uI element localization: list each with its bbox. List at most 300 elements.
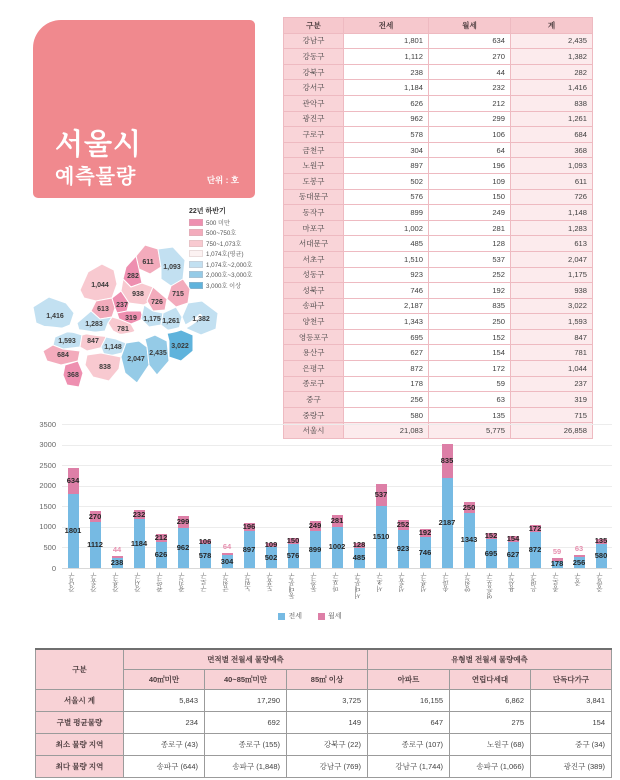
- district-value-label: 847: [87, 338, 99, 345]
- value-cell: 281: [429, 220, 511, 236]
- legend-label: 500~750호: [206, 230, 237, 237]
- value-cell: 172: [429, 361, 511, 377]
- row-header-cell: 서울시 계: [36, 690, 124, 712]
- value-cell: 938: [511, 283, 593, 299]
- value-cell: 6,862: [450, 690, 531, 712]
- district-name-cell: 동작구: [284, 205, 344, 221]
- value-cell: 1,593: [511, 314, 593, 330]
- value-cell: 304: [344, 142, 429, 158]
- district-value-label: 237: [116, 302, 128, 309]
- district-value-label: 282: [127, 273, 139, 280]
- x-axis-category-label: 중구: [575, 573, 582, 586]
- wolse-value-label: 250: [462, 502, 476, 512]
- table-row: [284, 220, 593, 236]
- value-cell: 212: [429, 95, 511, 111]
- table-row: [284, 283, 593, 299]
- chart-legend: [0, 611, 620, 621]
- wolse-value-label: 212: [154, 532, 168, 542]
- table-row: [284, 127, 593, 143]
- wolse-value-label: 270: [88, 511, 102, 521]
- gridline: [62, 465, 612, 466]
- value-cell: 299: [429, 111, 511, 127]
- value-cell: 3,022: [511, 298, 593, 314]
- value-cell: 106: [429, 127, 511, 143]
- column-header: 전세: [344, 18, 429, 34]
- wolse-value-label: 634: [66, 475, 80, 485]
- district-value-label: 684: [57, 352, 69, 359]
- table-row: [284, 142, 593, 158]
- unit-label: 단위 : 호: [206, 175, 239, 185]
- district-name-cell: 양천구: [284, 314, 344, 330]
- value-cell: 21,083: [344, 423, 429, 439]
- value-cell: 1,148: [511, 205, 593, 221]
- value-cell: 44: [429, 64, 511, 80]
- value-cell: 송파구 (1,848): [205, 756, 287, 778]
- legend-swatch: [189, 219, 203, 226]
- wolse-value-label: 154: [506, 534, 520, 544]
- summary-header-row-1: [36, 649, 612, 670]
- value-cell: 196: [429, 158, 511, 174]
- table-header-row: [284, 18, 593, 34]
- wolse-value-label: 59: [552, 547, 562, 557]
- jeonse-value-label: 2187: [438, 518, 456, 527]
- y-axis-tick-label: 1000: [39, 522, 56, 532]
- x-axis-category-label: 종로구: [553, 573, 560, 593]
- district-name-cell: 마포구: [284, 220, 344, 236]
- value-cell: 1,510: [344, 251, 429, 267]
- legend-swatch: [189, 229, 203, 236]
- table-row: [284, 64, 593, 80]
- value-cell: 847: [511, 329, 593, 345]
- value-cell: 485: [344, 236, 429, 252]
- table-row: [284, 49, 593, 65]
- value-cell: 627: [344, 345, 429, 361]
- value-cell: 17,290: [205, 690, 287, 712]
- value-cell: 5,843: [124, 690, 205, 712]
- legend-label: 월세: [328, 613, 342, 620]
- value-cell: 647: [368, 712, 450, 734]
- district-name-cell: 용산구: [284, 345, 344, 361]
- value-cell: 3,725: [287, 690, 368, 712]
- wolse-value-label: 150: [286, 536, 300, 546]
- district-name-cell: 중구: [284, 392, 344, 408]
- column-header: 계: [511, 18, 593, 34]
- x-axis-category-label: 서초구: [377, 573, 384, 593]
- x-axis-category-label: 노원구: [245, 573, 252, 593]
- legend-label: 500 미만: [206, 219, 230, 227]
- district-table-body: [284, 33, 593, 438]
- value-cell: 270: [429, 49, 511, 65]
- x-axis-category-label: 동대문구: [289, 573, 296, 599]
- y-axis-tick-label: 500: [43, 542, 56, 552]
- table-row: [284, 111, 593, 127]
- wolse-value-label: 109: [264, 540, 278, 550]
- value-cell: 1,801: [344, 33, 429, 49]
- value-cell: 835: [429, 298, 511, 314]
- district-value-label: 838: [99, 364, 111, 371]
- legend-label: 1,074호(평균): [206, 251, 244, 258]
- value-cell: 726: [511, 189, 593, 205]
- district-value-label: 368: [67, 372, 79, 379]
- wolse-value-label: 232: [132, 509, 146, 519]
- wolse-value-label: 152: [484, 531, 498, 541]
- jeonse-value-label: 626: [154, 550, 168, 560]
- x-axis-category-label: 은평구: [531, 573, 538, 593]
- x-axis-category-label: 강동구: [91, 573, 98, 593]
- district-value-label: 3,022: [171, 343, 189, 350]
- y-axis-tick-label: 2000: [39, 481, 56, 491]
- value-cell: 광진구 (389): [531, 756, 612, 778]
- y-axis-tick-label: 0: [51, 563, 56, 573]
- table-row: [36, 712, 612, 734]
- row-header-cell: 구별 평균물량: [36, 712, 124, 734]
- volume-bar-chart: [0, 415, 620, 633]
- district-value-label: 611: [142, 259, 154, 266]
- legend-label: 750~1,073호: [206, 240, 242, 248]
- x-axis-category-label: 도봉구: [267, 573, 274, 593]
- district-name-cell: 관악구: [284, 95, 344, 111]
- table-row: [284, 80, 593, 96]
- summary-group-header-type: 유형별 전월세 물량예측: [368, 649, 612, 670]
- summary-group-header-area: 면적별 전월세 물량예측: [124, 649, 368, 670]
- value-cell: 강남구 (769): [287, 756, 368, 778]
- value-cell: 249: [429, 205, 511, 221]
- x-axis-category-label: 금천구: [223, 573, 230, 593]
- x-axis-category-label: 강서구: [135, 573, 142, 593]
- jeonse-value-label: 872: [528, 545, 542, 555]
- x-axis-category-label: 강남구: [69, 573, 76, 593]
- wolse-value-label: 64: [222, 541, 232, 551]
- value-cell: 152: [429, 329, 511, 345]
- district-value-label: 1,148: [104, 344, 122, 351]
- value-cell: 1,261: [511, 111, 593, 127]
- sub-column-header: 아파트: [368, 670, 450, 690]
- x-axis-category-label: 영등포구: [487, 573, 494, 599]
- district-value-label: 1,044: [91, 282, 109, 289]
- wolse-value-label: 135: [594, 536, 608, 546]
- district-value-label: 1,283: [85, 321, 103, 328]
- sub-column-header: 85㎡ 이상: [287, 670, 368, 690]
- district-name-cell: 강동구: [284, 49, 344, 65]
- summary-corner-header: 구분: [36, 649, 124, 690]
- value-cell: 64: [429, 142, 511, 158]
- value-cell: 613: [511, 236, 593, 252]
- table-row: [284, 329, 593, 345]
- wolse-bar: [222, 553, 233, 556]
- legend-label: 1,074호~2,000호: [206, 261, 253, 269]
- district-name-cell: 송파구: [284, 298, 344, 314]
- wolse-value-label: 128: [352, 540, 366, 550]
- value-cell: 256: [344, 392, 429, 408]
- district-name-cell: 강북구: [284, 64, 344, 80]
- jeonse-value-label: 178: [550, 559, 564, 569]
- wolse-value-label: 106: [198, 537, 212, 547]
- value-cell: 1,112: [344, 49, 429, 65]
- x-axis-category-label: 성동구: [399, 573, 406, 593]
- wolse-value-label: 63: [574, 543, 584, 553]
- chart-legend-item: [318, 611, 342, 621]
- value-cell: 2,435: [511, 33, 593, 49]
- chart-legend-item: [278, 611, 302, 621]
- table-row: [284, 236, 593, 252]
- table-row: [284, 205, 593, 221]
- map-legend-title: 22년 하반기: [189, 208, 226, 215]
- value-cell: 578: [344, 127, 429, 143]
- district-value-label: 1,261: [162, 318, 180, 325]
- value-cell: 250: [429, 314, 511, 330]
- value-cell: 923: [344, 267, 429, 283]
- value-cell: 897: [344, 158, 429, 174]
- district-name-cell: 서초구: [284, 251, 344, 267]
- jeonse-value-label: 1184: [130, 538, 148, 548]
- value-cell: 626: [344, 95, 429, 111]
- value-cell: 238: [344, 64, 429, 80]
- value-cell: 282: [511, 64, 593, 80]
- sub-column-header: 단독다가구: [531, 670, 612, 690]
- page-title: 서울시: [55, 129, 143, 161]
- district-value-label: 715: [172, 291, 184, 298]
- legend-swatch: [318, 613, 325, 620]
- value-cell: 695: [344, 329, 429, 345]
- sub-column-header: 40㎡미만: [124, 670, 205, 690]
- gridline: [62, 568, 612, 569]
- value-cell: 1,416: [511, 80, 593, 96]
- jeonse-value-label: 485: [352, 553, 366, 563]
- table-row: [284, 267, 593, 283]
- wolse-value-label: 252: [396, 519, 410, 529]
- district-name-cell: 서울시: [284, 423, 344, 439]
- table-row: [284, 298, 593, 314]
- jeonse-value-label: 502: [264, 552, 278, 562]
- value-cell: 838: [511, 95, 593, 111]
- value-cell: 2,047: [511, 251, 593, 267]
- district-value-label: 319: [125, 315, 137, 322]
- jeonse-value-label: 1112: [87, 540, 103, 550]
- value-cell: 899: [344, 205, 429, 221]
- value-cell: 중구 (34): [531, 734, 612, 756]
- table-row: [36, 756, 612, 778]
- district-name-cell: 영등포구: [284, 329, 344, 345]
- row-header-cell: 최소 물량 지역: [36, 734, 124, 756]
- district-name-cell: 성북구: [284, 283, 344, 299]
- value-cell: 234: [124, 712, 205, 734]
- value-cell: 강북구 (22): [287, 734, 368, 756]
- x-axis-category-label: 마포구: [333, 573, 340, 593]
- map-legend-item: [189, 228, 253, 237]
- y-axis-tick-label: 3000: [39, 440, 56, 450]
- district-value-label: 2,435: [149, 350, 167, 357]
- value-cell: 275: [450, 712, 531, 734]
- value-cell: 962: [344, 111, 429, 127]
- summary-table: [35, 648, 612, 778]
- district-value-label: 1,382: [192, 316, 210, 323]
- wolse-value-label: 196: [242, 522, 256, 532]
- district-value-label: 1,416: [46, 313, 64, 320]
- value-cell: 715: [511, 407, 593, 423]
- table-row: [284, 314, 593, 330]
- table-row: [284, 392, 593, 408]
- value-cell: 634: [429, 33, 511, 49]
- value-cell: 154: [531, 712, 612, 734]
- district-name-cell: 강서구: [284, 80, 344, 96]
- page-subtitle: 예측물량: [55, 166, 137, 188]
- value-cell: 192: [429, 283, 511, 299]
- value-cell: 692: [205, 712, 287, 734]
- value-cell: 송파구 (1,066): [450, 756, 531, 778]
- value-cell: 송파구 (644): [124, 756, 205, 778]
- table-row: [284, 158, 593, 174]
- row-header-cell: 최다 물량 지역: [36, 756, 124, 778]
- value-cell: 3,841: [531, 690, 612, 712]
- wolse-value-label: 299: [176, 517, 190, 527]
- y-axis-tick-label: 2500: [39, 460, 56, 470]
- y-axis-tick-label: 1500: [39, 501, 56, 511]
- jeonse-value-label: 962: [176, 543, 190, 553]
- value-cell: 149: [287, 712, 368, 734]
- table-row: [284, 376, 593, 392]
- wolse-value-label: 172: [528, 523, 542, 533]
- value-cell: 노원구 (68): [450, 734, 531, 756]
- district-name-cell: 서대문구: [284, 236, 344, 252]
- map-legend-item: [189, 218, 253, 227]
- wolse-value-label: 192: [418, 528, 432, 538]
- value-cell: 59: [429, 376, 511, 392]
- jeonse-value-label: 576: [286, 551, 300, 561]
- seoul-map-svg: [22, 240, 277, 412]
- jeonse-value-label: 238: [110, 558, 124, 568]
- column-header: 구분: [284, 18, 344, 34]
- seoul-district-map: [22, 240, 277, 412]
- wolse-value-label: 281: [330, 515, 344, 525]
- value-cell: 576: [344, 189, 429, 205]
- value-cell: 26,858: [511, 423, 593, 439]
- sub-column-header: 40~85㎡미만: [205, 670, 287, 690]
- summary-table-body: [36, 690, 612, 778]
- district-table: [283, 17, 593, 439]
- district-value-label: 1,093: [163, 264, 181, 271]
- x-axis-category-label: 관악구: [157, 573, 164, 593]
- value-cell: 252: [429, 267, 511, 283]
- table-row: [284, 95, 593, 111]
- value-cell: 232: [429, 80, 511, 96]
- legend-label: 2,000호~3,000호: [206, 272, 253, 279]
- column-header: 월세: [429, 18, 511, 34]
- x-axis-category-label: 양천구: [465, 573, 472, 593]
- district-name-cell: 중랑구: [284, 407, 344, 423]
- x-axis-category-label: 광진구: [179, 573, 186, 593]
- district-name-cell: 동대문구: [284, 189, 344, 205]
- gridline: [62, 486, 612, 487]
- jeonse-value-label: 578: [198, 551, 212, 561]
- value-cell: 1,002: [344, 220, 429, 236]
- district-value-label: 613: [97, 306, 109, 313]
- x-axis-category-label: 성북구: [421, 573, 428, 593]
- value-cell: 2,187: [344, 298, 429, 314]
- district-name-cell: 금천구: [284, 142, 344, 158]
- x-axis-category-label: 중랑구: [597, 573, 604, 593]
- jeonse-value-label: 1002: [328, 542, 346, 552]
- jeonse-value-label: 304: [220, 556, 234, 566]
- jeonse-value-label: 695: [484, 548, 498, 558]
- jeonse-value-label: 899: [308, 544, 322, 554]
- x-axis-category-label: 서대문구: [355, 573, 362, 599]
- district-name-cell: 종로구: [284, 376, 344, 392]
- district-name-cell: 노원구: [284, 158, 344, 174]
- value-cell: 154: [429, 345, 511, 361]
- wolse-value-label: 835: [440, 455, 454, 465]
- value-cell: 강남구 (1,744): [368, 756, 450, 778]
- district-value-label: 2,047: [127, 356, 145, 363]
- value-cell: 1,184: [344, 80, 429, 96]
- table-row: [284, 189, 593, 205]
- value-cell: 5,775: [429, 423, 511, 439]
- value-cell: 178: [344, 376, 429, 392]
- jeonse-value-label: 1801: [64, 525, 82, 535]
- table-row: [284, 173, 593, 189]
- jeonse-value-label: 1510: [372, 531, 390, 541]
- value-cell: 1,093: [511, 158, 593, 174]
- value-cell: 611: [511, 173, 593, 189]
- district-name-cell: 은평구: [284, 361, 344, 377]
- legend-label: 전세: [288, 613, 302, 620]
- value-cell: 872: [344, 361, 429, 377]
- district-name-cell: 성동구: [284, 267, 344, 283]
- value-cell: 319: [511, 392, 593, 408]
- value-cell: 1,343: [344, 314, 429, 330]
- district-name-cell: 강남구: [284, 33, 344, 49]
- district-value-label: 781: [117, 326, 129, 333]
- gridline: [62, 445, 612, 446]
- table-row: [36, 734, 612, 756]
- value-cell: 109: [429, 173, 511, 189]
- title-card: [33, 20, 255, 198]
- value-cell: 537: [429, 251, 511, 267]
- wolse-value-label: 249: [308, 520, 322, 530]
- table-row: [36, 690, 612, 712]
- x-axis-category-label: 강북구: [113, 573, 120, 593]
- jeonse-value-label: 746: [418, 547, 432, 557]
- value-cell: 781: [511, 345, 593, 361]
- value-cell: 128: [429, 236, 511, 252]
- table-row: [284, 251, 593, 267]
- value-cell: 1,283: [511, 220, 593, 236]
- legend-label: 3,000호 이상: [206, 282, 242, 290]
- jeonse-value-label: 627: [506, 550, 520, 560]
- y-axis-tick-label: 3500: [39, 419, 56, 429]
- district-name-cell: 광진구: [284, 111, 344, 127]
- value-cell: 1,382: [511, 49, 593, 65]
- jeonse-value-label: 897: [242, 544, 256, 554]
- value-cell: 1,044: [511, 361, 593, 377]
- value-cell: 684: [511, 127, 593, 143]
- value-cell: 135: [429, 407, 511, 423]
- jeonse-value-label: 256: [572, 557, 586, 567]
- jeonse-value-label: 580: [594, 551, 608, 561]
- value-cell: 종로구 (155): [205, 734, 287, 756]
- value-cell: 150: [429, 189, 511, 205]
- district-value-label: 938: [132, 291, 144, 298]
- value-cell: 746: [344, 283, 429, 299]
- wolse-value-label: 537: [374, 489, 388, 499]
- jeonse-value-label: 923: [396, 544, 410, 553]
- value-cell: 종로구 (107): [368, 734, 450, 756]
- x-axis-category-label: 구로구: [201, 573, 208, 593]
- table-row: [284, 345, 593, 361]
- district-value-label: 1,593: [58, 338, 76, 345]
- x-axis-category-label: 용산구: [509, 573, 516, 593]
- value-cell: 580: [344, 407, 429, 423]
- jeonse-value-label: 1343: [460, 535, 478, 545]
